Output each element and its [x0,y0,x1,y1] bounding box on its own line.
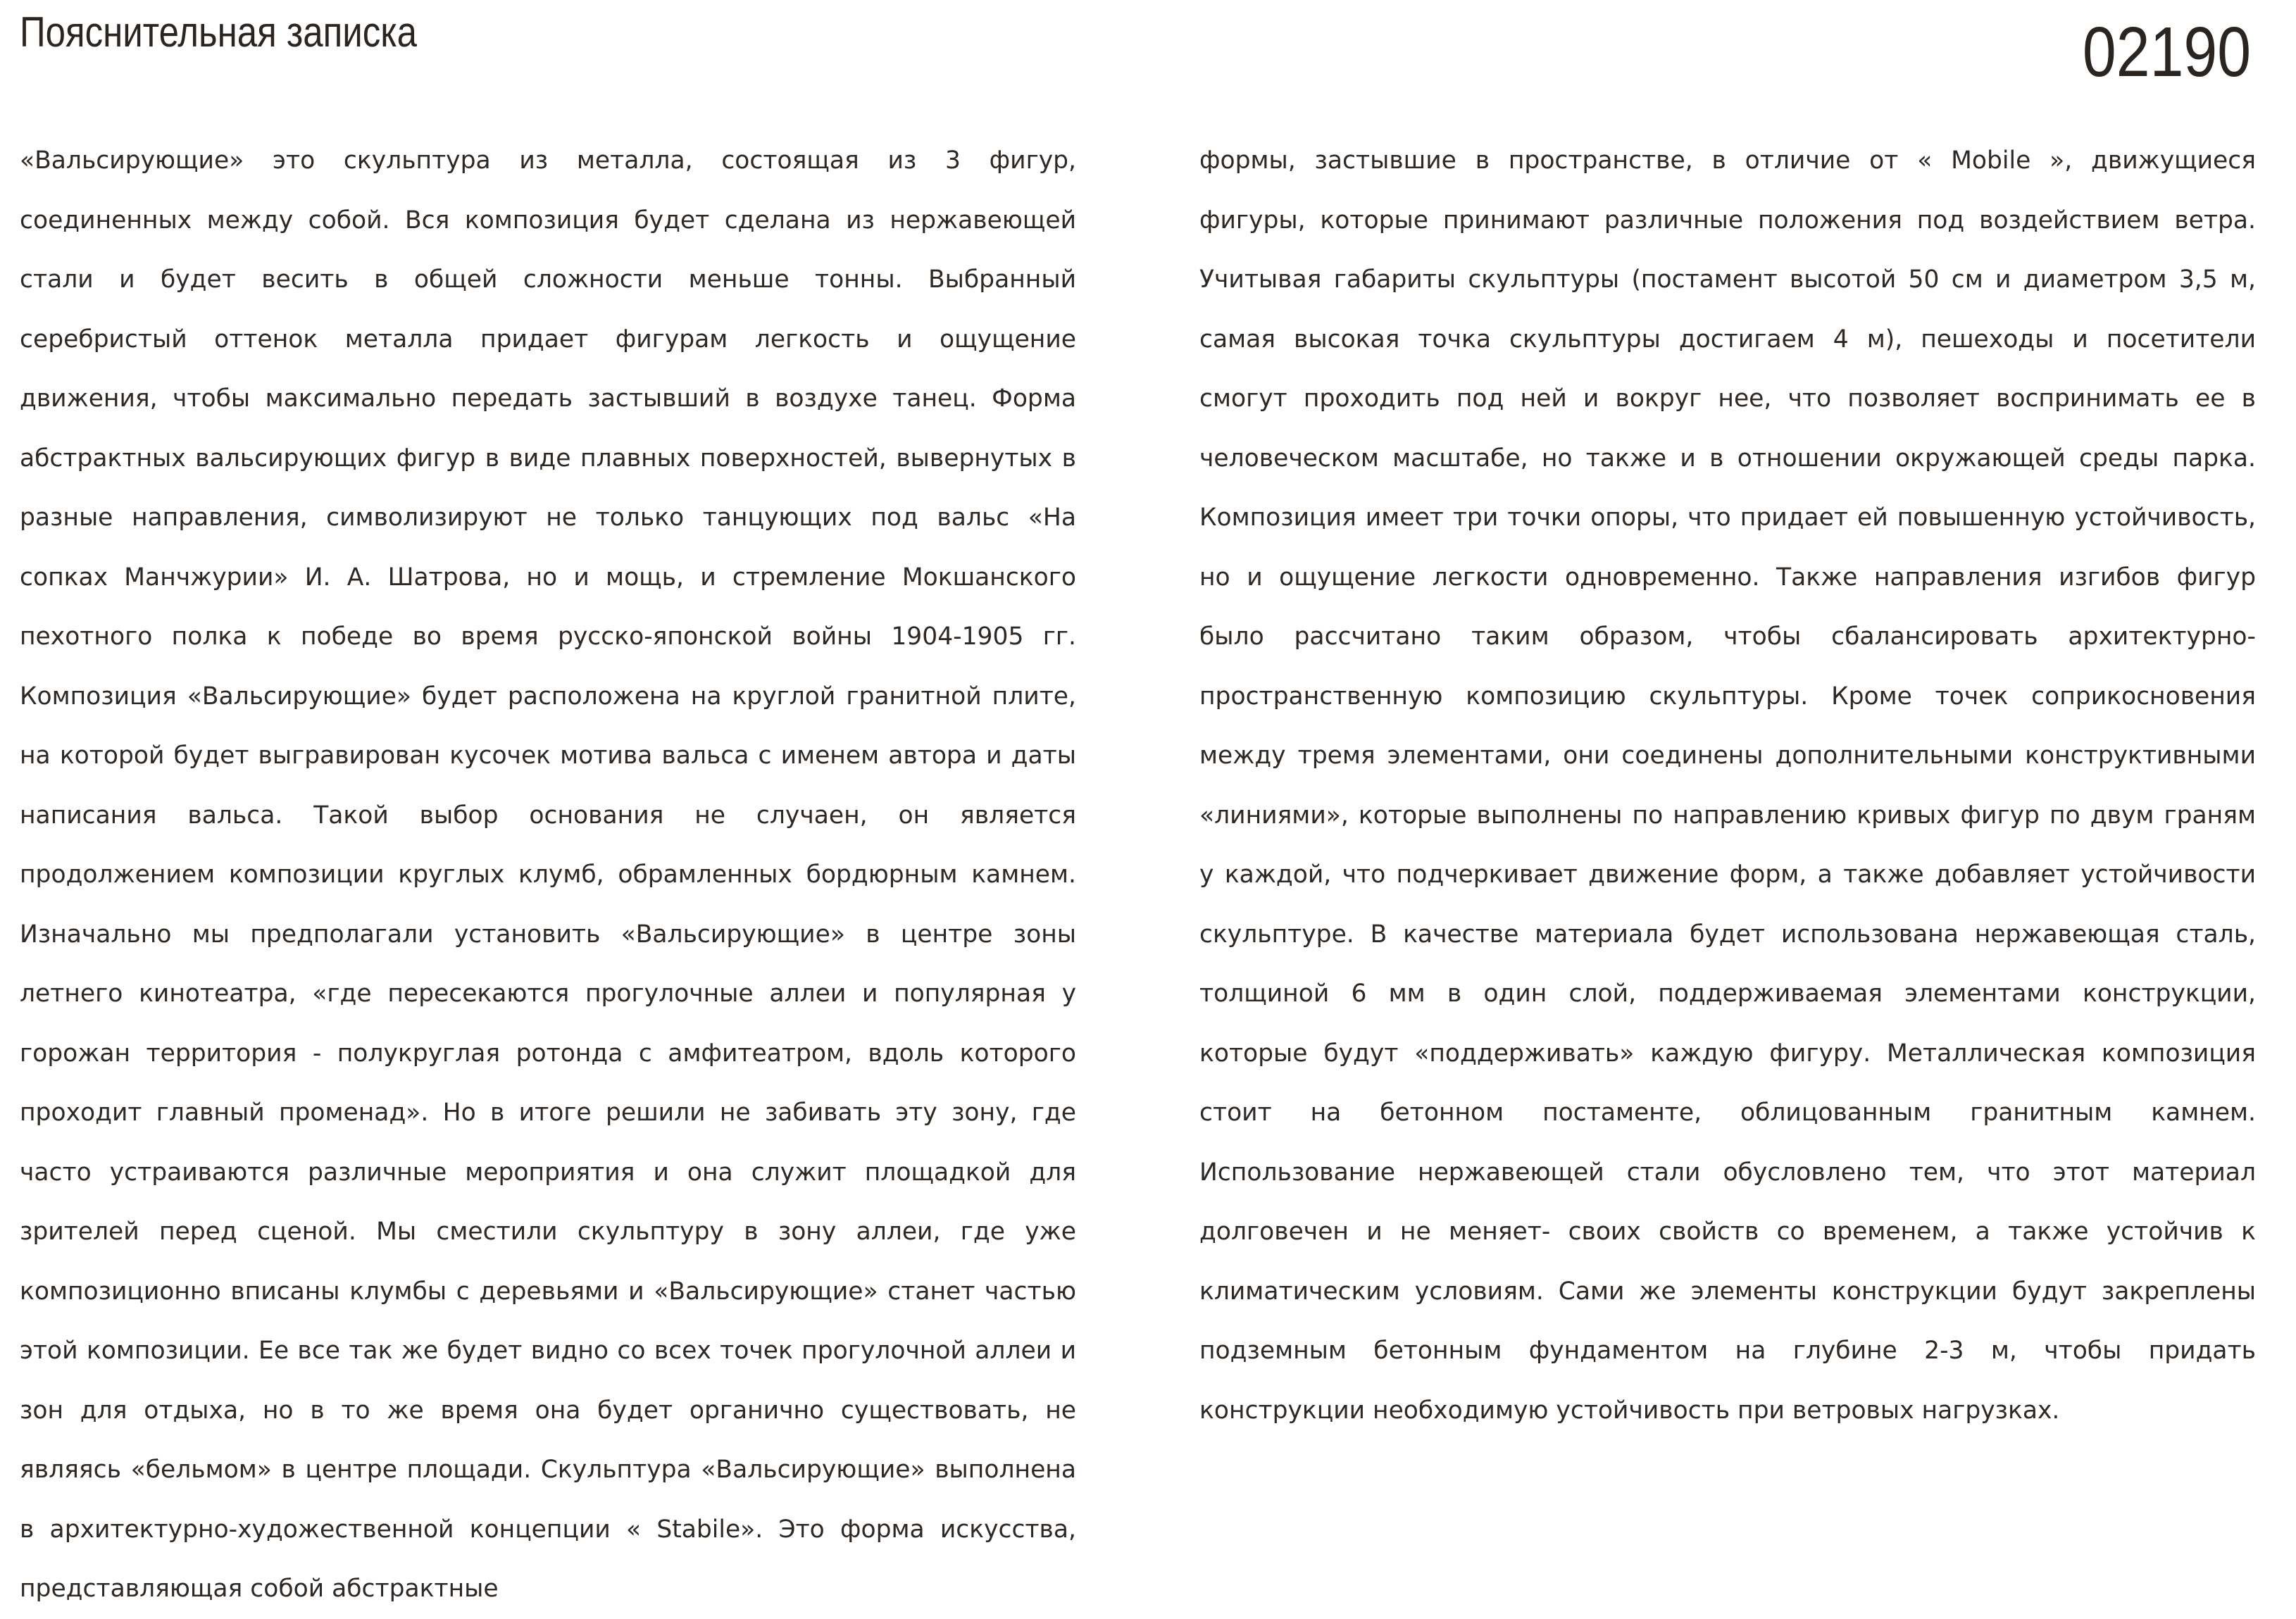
paragraph-right: формы, застывшие в пространстве, в отличие от « Mobile », движущиеся фигуры, которые принимают различные положения под воздействием ветра. Учитывая габариты скульптуры (постамент высотой 50 см и диаметром 3,5 м, самая высокая точка скульптуры достигаем 4 м), пешеходы и посетители смогут проходить под ней и вокруг нее, что позволяет воспринимать ее в человеческом масштабе, но также и в отношении окружающей среды парка. Композиция имеет три точки опоры, что придает ей повышенную устойчивость, но и ощущение легкости одновременно. Также направления изгибов фигур было рассчитано таким образом, чтобы сбалансировать архитектурно-пространственную композицию скульптуры. Кроме точек соприкосновения между тремя элементами, они соединены дополнительными конструктивными «линиями», которые выполнены по направлению кривых фигур по двум граням у каждой, что подчеркивает движение форм, а также добавляет устойчивости скульптуре. В качестве материала будет использована нержавеющая сталь, толщиной 6 мм в один слой, поддерживаемая элементами конструкции, которые будут «поддерживать» каждую фигуру. Металлическая композиция стоит на бетонном постаменте, облицованным гранитным камнем. Использование нержавеющей стали обусловлено тем, что этот материал долговечен и не меняет- своих свойств со временем, а также устойчив к климатическим условиям. Сами же элементы конструкции будут закреплены подземным бетонным фундаментом на глубине 2-3 м, чтобы придать конструкции необходимую устойчивость при ветровых нагрузках. [1199,146,2256,1425]
document-number: 02190 [2082,13,2251,92]
text-column-right [1199,131,2256,1440]
paragraph-left: «Вальсирующие» это скульптура из металла, состоящая из 3 фигур, соединенных между собой. Вся композиция будет сделана из нержавеющей стали и будет весить в общей сложности меньше тонны. Выбранный серебристый оттенок металла придает фигурам легкость и ощущение движения, чтобы максимально передать застывший в воздухе танец. Форма абстрактных вальсирующих фигур в виде плавных поверхностей, вывернутых в разные направления, символизируют не только танцующих под вальс «На сопках Манчжурии» И. А. Шатрова, но и мощь, и стремление Мокшанского пехотного полка к победе во время русско-японской войны 1904-1905 гг. Композиция «Вальсирующие» будет расположена на круглой гранитной плите, на которой будет выгравирован кусочек мотива вальса с именем автора и даты написания вальса. Такой выбор основания не случаен, он является продолжением композиции круглых клумб, обрамленных бордюрным камнем. Изначально мы предполагали установить «Вальсирующие» в центре зоны летнего кинотеатра, «где пересекаются прогулочные аллеи и популярная у горожан территория - полукруглая ротонда с амфитеатром, вдоль которого проходит главный променад». Но в итоге решили не забивать эту зону, где часто устраиваются различные мероприятия и она служит площадкой для зрителей перед сценой. Мы сместили скульптуру в зону аллеи, где уже композиционно вписаны клумбы с деревьями и «Вальсирующие» станет частью этой композиции. Ее все так же будет видно со всех точек прогулочной аллеи и зон для отдыха, но в то же время она будет органично существовать, не являясь «бельмом» в центре площади. Скульптура «Вальсирующие» выполнена в архитектурно-художественной концепции « Stabile». Это форма искусства, представляющая собой абстрактные [20,146,1076,1603]
page-title: Пояснительная записка [20,8,418,56]
text-column-left [20,131,1076,1619]
